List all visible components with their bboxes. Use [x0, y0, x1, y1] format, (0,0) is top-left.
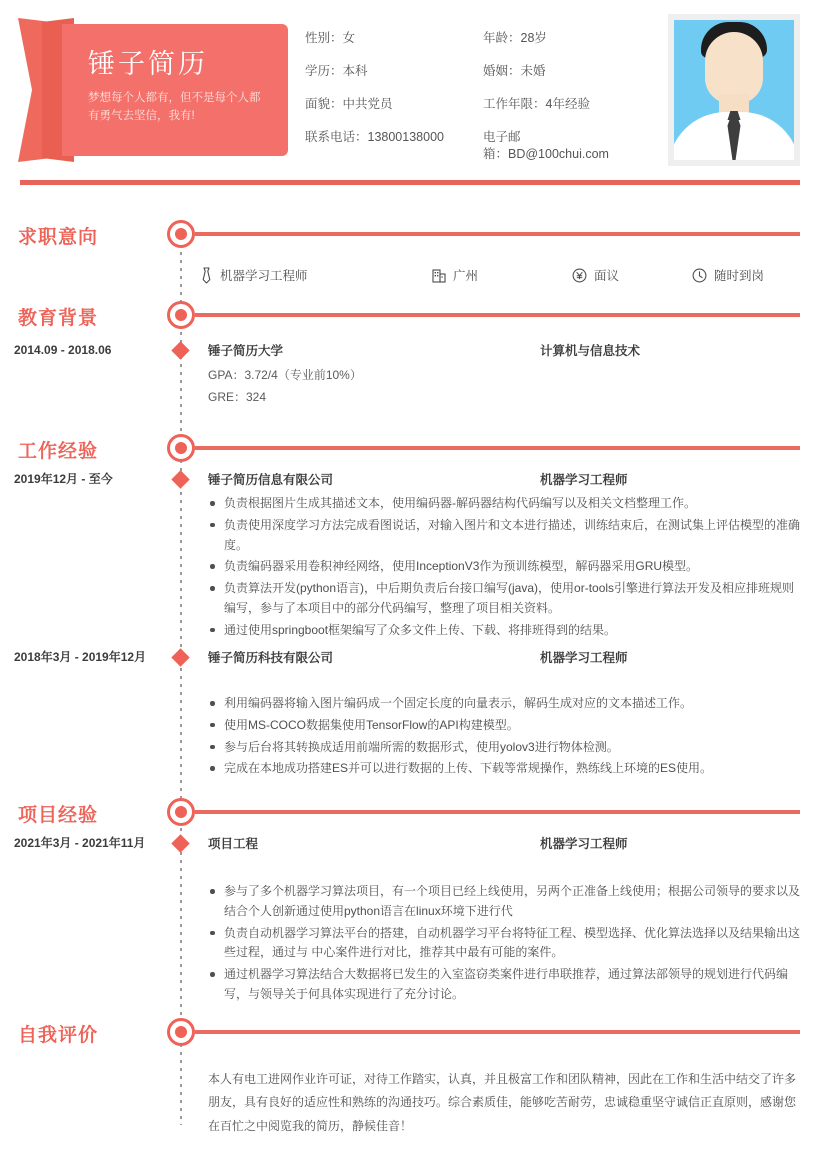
list-item: 负责根据图片生成其描述文本，使用编码器-解码器结构代码编写以及相关文档整理工作。: [208, 494, 800, 514]
info-gender: 性别：女: [305, 31, 356, 45]
info-email: [483, 129, 655, 165]
intention-location: [432, 266, 572, 284]
info-political: 面貌：中共党员: [305, 97, 393, 111]
list-item: 负责自动机器学习算法平台的搭建，自动机器学习平台将特征工程、模型选择、优化算法选择以及结果输出这些过程，通过与 中心案件进行对比，推荐其中最有可能的案件。: [208, 924, 800, 964]
section-marker-project: [167, 798, 195, 826]
info-phone: 联系电话：13800138000: [305, 130, 444, 144]
work-bullets: [208, 694, 800, 781]
section-marker-intention: [167, 220, 195, 248]
yen-icon: [572, 268, 587, 283]
work-date: 2019年12月 - 至今: [14, 472, 113, 486]
intention-availability-text: 随时到岗: [714, 269, 765, 283]
resume-slogan: 梦想每个人都有，但不是每个人都有勇气去坚信，我有!: [88, 91, 261, 122]
header-divider: [20, 180, 800, 185]
work-bullets: [208, 494, 800, 643]
resume-header: [0, 0, 820, 178]
section-rule-work: [195, 446, 800, 450]
entry-diamond-marker: [171, 341, 189, 359]
section-rule-project: [195, 810, 800, 814]
intention-location-text: 广州: [453, 269, 479, 283]
personal-info-grid: [305, 30, 655, 165]
avatar-illustration: [674, 20, 794, 160]
list-item: 通过使用springboot框架编写了众多文件上传、下载、将排班得到的结果。: [208, 621, 800, 641]
list-item: 负责使用深度学习方法完成看图说话，对输入图片和文本进行描述，训练结束后，在测试集上评估模型的准确度。: [208, 516, 800, 556]
intention-salary-text: 面议: [594, 269, 620, 283]
section-title-intention: 求职意向: [18, 227, 99, 248]
tie-icon: [200, 267, 213, 284]
section-title-work: 工作经验: [18, 441, 99, 462]
education-major: 计算机与信息技术: [540, 344, 641, 358]
intention-position: [200, 266, 432, 284]
list-item: 利用编码器将输入图片编码成一个固定长度的向量表示，解码生成对应的文本描述工作。: [208, 694, 800, 714]
avatar: [668, 14, 800, 166]
entry-diamond-marker: [171, 648, 189, 666]
intention-position-text: 机器学习工程师: [220, 269, 308, 283]
bullet-list: [208, 694, 800, 779]
education-date: 2014.09 - 2018.06: [14, 343, 112, 357]
info-experience: 工作年限：4年经验: [483, 97, 590, 111]
project-bullets: [208, 882, 800, 1007]
info-email-line2: 箱：BD@100chui.com: [483, 146, 609, 161]
info-marital: 婚姻：未婚: [483, 64, 546, 78]
entry-diamond-marker: [171, 470, 189, 488]
work-title: 机器学习工程师: [540, 473, 628, 487]
education-details: [208, 365, 800, 408]
list-item: 通过机器学习算法结合大数据将已发生的入室盗窃类案件进行串联推荐，通过算法部领导的规划进行代码编写，与领导关于何具体实现进行了充分讨论。: [208, 965, 800, 1005]
section-marker-work: [167, 434, 195, 462]
section-marker-evaluation: [167, 1018, 195, 1046]
section-title-education: 教育背景: [18, 308, 99, 329]
list-item: 负责编码器采用卷积神经网络，使用InceptionV3作为预训练模型，解码器采用GRU模型。: [208, 557, 800, 577]
list-item: 负责算法开发(python语言)，中后期负责后台接口编写(java)，使用or-tools引擎进行算法开发及相应排班规则编写，参与了本项目中的部分代码编写，整理了项目相关资料。: [208, 579, 800, 619]
title-ribbon: [18, 18, 288, 162]
info-age: 年龄：28岁: [483, 31, 547, 45]
entry-diamond-marker: [171, 834, 189, 852]
clock-icon: [692, 268, 707, 283]
section-title-project: 项目经验: [18, 805, 99, 826]
bullet-list: [208, 882, 800, 1005]
project-date: 2021年3月 - 2021年11月: [14, 836, 146, 850]
resume-title: 锤子简历: [88, 49, 208, 79]
bullet-list: [208, 494, 800, 641]
project-role: 机器学习工程师: [540, 837, 628, 851]
info-email-line1: 电子邮: [483, 130, 521, 144]
project-name: 项目工程: [208, 837, 259, 851]
list-item: 完成在本地成功搭建ES并可以进行数据的上传、下载等常规操作，熟练线上环境的ES使用。: [208, 759, 800, 779]
work-company: 锤子简历科技有限公司: [208, 651, 334, 665]
section-rule-evaluation: [195, 1030, 800, 1034]
work-date: 2018年3月 - 2019年12月: [14, 650, 147, 664]
intention-salary: [572, 266, 692, 284]
building-icon: [432, 268, 446, 283]
info-education: 学历：本科: [305, 64, 368, 78]
section-marker-education: [167, 301, 195, 329]
evaluation-text: 本人有电工进网作业许可证，对待工作踏实，认真，并且极富工作和团队精神，因此在工作和生活中结交了许多朋友，具有良好的适应性和熟练的沟通技巧。综合素质佳，能够吃苦耐劳，忠诚稳重坚守诚信正直原则，感谢您在百忙之中阅览我的简历，静候佳音！: [208, 1072, 797, 1133]
intention-items: [200, 266, 800, 284]
list-item: 使用MS-COCO数据集使用TensorFlow的API构建模型。: [208, 716, 800, 736]
education-gpa: GPA：3.72/4（专业前10%）: [208, 368, 362, 382]
section-title-evaluation: 自我评价: [18, 1025, 99, 1046]
section-rule-intention: [195, 232, 800, 236]
list-item: 参与后台将其转换成适用前端所需的数据形式，使用yolov3进行物体检测。: [208, 738, 800, 758]
education-gre: GRE：324: [208, 389, 267, 404]
ribbon-body: [62, 24, 288, 156]
intention-availability: [692, 266, 764, 284]
section-rule-education: [195, 313, 800, 317]
work-title: 机器学习工程师: [540, 651, 628, 665]
education-school: 锤子简历大学: [208, 344, 284, 358]
list-item: 参与了多个机器学习算法项目，有一个项目已经上线使用，另两个正准备上线使用；根据公司领导的要求以及结合个人创新通过使用python语言在linux环境下进行代: [208, 882, 800, 922]
work-company: 锤子简历信息有限公司: [208, 473, 334, 487]
